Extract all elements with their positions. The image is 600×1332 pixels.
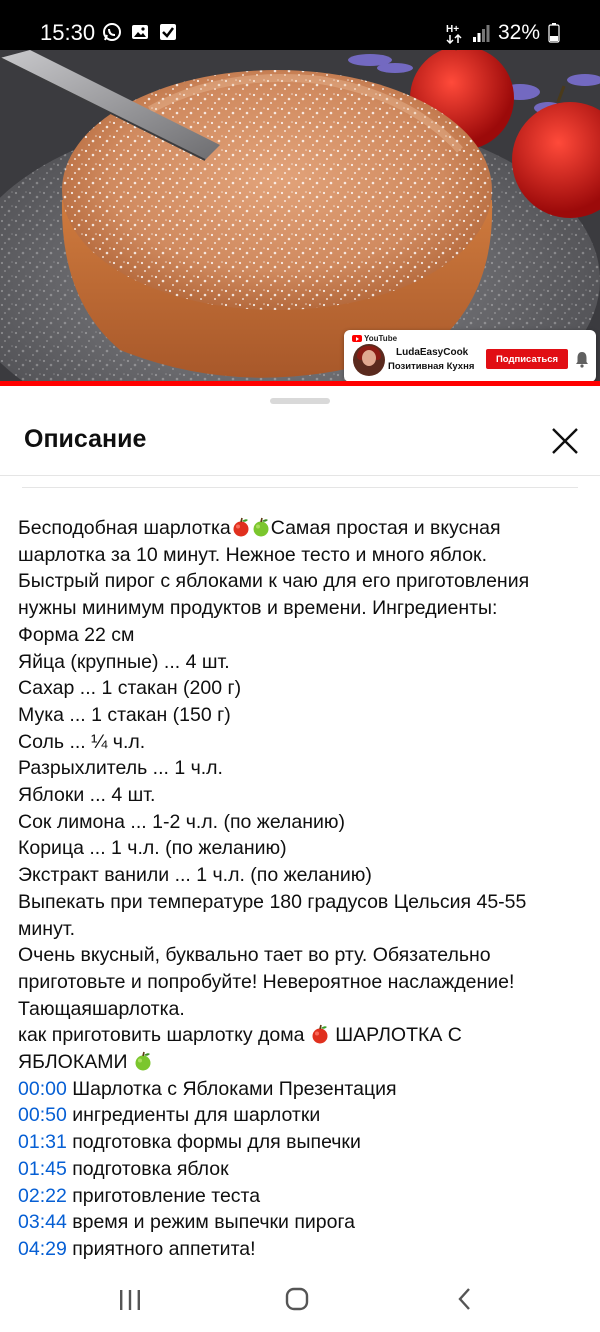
description-line: Яйца (крупные) ... 4 шт. [18,650,230,673]
description-line: приготовьте и попробуйте! Невероятное наслаждение! [18,970,515,993]
chapter-title: время и режим выпечки пирога [72,1211,356,1234]
recent-apps-icon[interactable] [118,1288,142,1312]
chapter-item [18,1236,588,1263]
description-line: Мука ... 1 стакан (150 г) [18,703,231,726]
channel-avatar[interactable] [353,344,385,376]
chapter-timestamp-link[interactable]: 04:29 [18,1237,67,1260]
description-text-segment: Бесподобная шарлотка [18,517,231,539]
chapter-timestamp-link[interactable]: 01:31 [18,1131,67,1154]
sheet-title: Описание [24,425,147,453]
chapter-timestamp-link[interactable]: 02:22 [18,1184,67,1207]
chapter-timestamp-link[interactable]: 03:44 [18,1211,67,1234]
description-line: Выпекать при температуре 180 градусов Цельсия 45-55 [18,890,527,913]
channel-card[interactable] [344,330,596,382]
chapter-title: подготовка формы для выпечки [72,1131,361,1154]
description-line [18,1022,588,1049]
status-time: 15:30 [40,20,96,45]
checkbox-icon [158,22,178,42]
system-icons [446,20,560,46]
description-line: Быстрый пирог с яблоками к чаю для его приготовления [18,570,530,593]
drag-handle[interactable] [270,398,330,404]
header-divider [0,475,600,476]
description-line [18,515,588,542]
chapter-title: приятного аппетита! [72,1237,256,1260]
status-bar [0,0,600,50]
channel-subtitle: Позитивная Кухня [388,361,475,372]
red-apple-icon [231,517,251,539]
chapter-timestamp-link[interactable]: 00:00 [18,1077,67,1100]
channel-name[interactable]: LudaEasyCook [396,347,469,358]
description-text-segment: ШАРЛОТКА С [329,1024,462,1047]
home-icon[interactable] [284,1286,310,1312]
chapter-timestamp-link[interactable]: 01:45 [18,1157,67,1180]
description-text-segment: ЯБЛОКАМИ [18,1051,133,1074]
youtube-wordmark: YouTube [364,334,398,343]
chapter-item [18,1156,588,1183]
chapter-item [18,1209,588,1236]
battery-percent: 32% [497,21,540,44]
description-line: Соль ... ¼ ч.л. [18,730,146,753]
back-icon[interactable] [455,1286,475,1312]
description-line: Сок лимона ... 1-2 ч.л. (по желанию) [18,810,346,833]
notification-icons [102,22,178,42]
description-line: Яблоки ... 4 шт. [18,784,156,807]
description-line: минут. [18,917,76,940]
chapter-item [18,1076,588,1103]
description-text-segment: как приготовить шарлотку дома [18,1024,310,1047]
signal-icon [472,23,490,43]
description-line: Корица ... 1 ч.л. (по желанию) [18,837,287,860]
chapter-title: Шарлотка с Яблоками Презентация [72,1077,397,1100]
green-apple-icon [133,1051,153,1073]
description-line: Очень вкусный, буквально тает во рту. Обязательно [18,944,491,967]
description-line: нужны минимум продуктов и времени. Ингредиенты: [18,597,498,620]
red-apple-icon [310,1024,330,1046]
chapter-item [18,1183,588,1210]
description-line [18,1049,588,1076]
chapter-title: подготовка яблок [72,1157,229,1180]
description-sheet [0,386,600,1332]
youtube-play-icon [352,335,362,342]
system-nav-bar [0,1270,600,1332]
content-divider [22,487,578,488]
youtube-logo [352,334,397,343]
description-line: Тающаяшарлотка. [18,997,185,1020]
battery-icon [548,23,560,43]
network-icon [446,22,464,44]
chapter-title: приготовление теста [72,1184,261,1207]
description-text-segment: Самая простая и вкусная [270,517,501,539]
description-line: Экстракт ванили ... 1 ч.л. (по желанию) [18,864,372,887]
description-line: Сахар ... 1 стакан (200 г) [18,677,242,700]
chapter-item [18,1129,588,1156]
description-text [18,515,588,1263]
description-line: шарлотка за 10 минут. Нежное тесто и много яблок. [18,543,487,566]
bell-icon[interactable] [573,350,591,368]
description-line: Разрыхлитель ... 1 ч.л. [18,757,223,780]
gallery-icon [130,22,150,42]
network-type: H+ [445,24,460,35]
whatsapp-icon [102,22,122,42]
chapter-item [18,1102,588,1129]
close-icon[interactable] [548,424,582,458]
chapter-title: ингредиенты для шарлотки [72,1104,321,1127]
subscribe-button[interactable]: Подписаться [486,349,568,369]
chapter-timestamp-link[interactable]: 00:50 [18,1104,67,1127]
green-apple-icon [251,517,271,539]
description-line: Форма 22 см [18,623,135,646]
